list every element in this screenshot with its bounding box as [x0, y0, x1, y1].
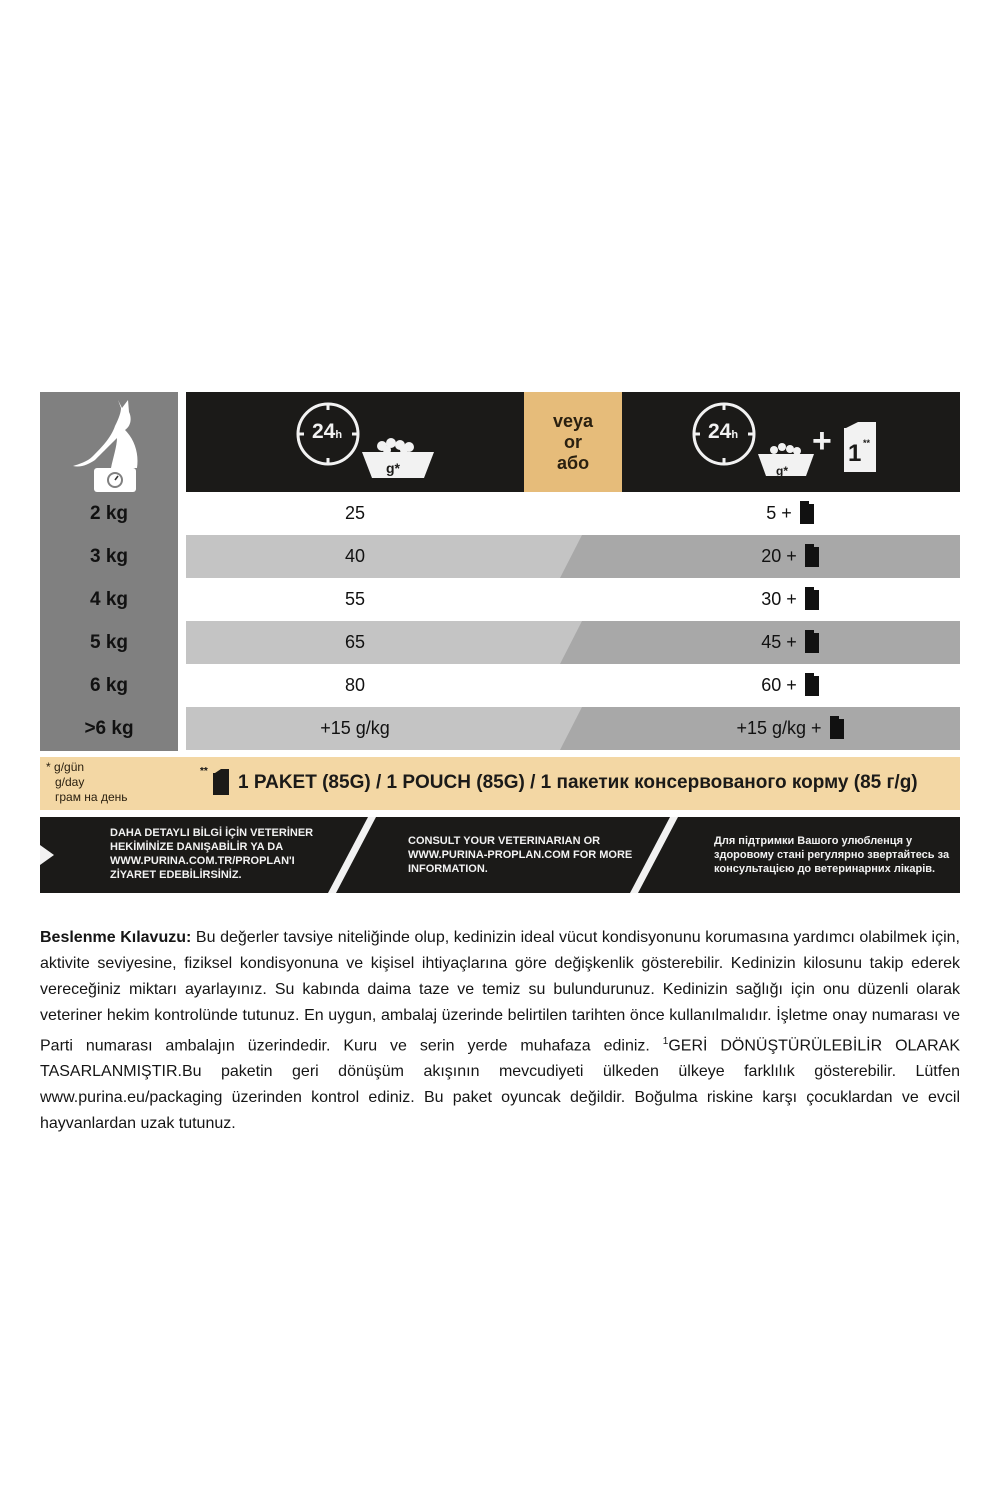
- mixed-amount-text: 45 +: [761, 632, 797, 652]
- mixed-amount: [640, 664, 940, 707]
- cat-on-scale-icon: [58, 394, 158, 494]
- mixed-amount: [640, 492, 940, 535]
- dry-amount: 65: [344, 632, 366, 652]
- pouch-icon: [212, 768, 230, 796]
- pouch-icon: [805, 676, 819, 696]
- mixed-amount: [640, 578, 940, 621]
- guide-recycle: GERİ DÖNÜŞTÜRÜLEBİLİR OLARAK TASARLANMIŞTIR.: [40, 1037, 960, 1081]
- pouch-count: 1: [848, 440, 862, 467]
- mixed-amount-text: 60 +: [761, 675, 797, 695]
- dry-amount: 55: [344, 589, 366, 609]
- weight-label: 4 kg: [89, 588, 129, 610]
- mixed-amount-text: 30 +: [761, 589, 797, 609]
- pouch-icon: [805, 633, 819, 653]
- contact-text-tr: DAHA DETAYLI BİLGİ İÇİN VETERİNER HEKİMİNİZE DANIŞABİLİR YA DA WWW.PURINA.COM.TR/PROPLAN'I ZİYARET EDEBİLİRSİNİZ.: [110, 827, 314, 881]
- pouch-icon: [805, 590, 819, 610]
- mixed-amount: [640, 535, 940, 578]
- guide-title: Beslenme Kılavuzu:: [40, 929, 192, 946]
- pouch-note-mark: **: [200, 766, 208, 777]
- contact-text-en: CONSULT YOUR VETERINARIAN OR WWW.PURINA-PROPLAN.COM FOR MORE INFORMATION.: [408, 835, 633, 875]
- pouch-icon: [800, 504, 814, 524]
- dry-amount: 40: [344, 546, 366, 566]
- dry-amount: 25: [344, 503, 366, 523]
- unit-en: g/day: [55, 775, 85, 789]
- unit-tr: g/gün: [54, 760, 85, 774]
- plus-sign: +: [812, 422, 832, 460]
- unit-uk: грам на день: [55, 790, 128, 804]
- or-word-uk: або: [556, 452, 590, 473]
- pouch-icon: [830, 719, 844, 739]
- mixed-amount: [640, 707, 940, 750]
- contact-text-uk: Для підтримки Вашого улюбленця у здоровому стані регулярно звертайтесь за консультацією до ветеринарних лікарів.: [714, 835, 950, 875]
- weight-label: 2 kg: [89, 502, 129, 524]
- weight-label: 5 kg: [89, 631, 129, 653]
- mixed-amount: [640, 621, 940, 664]
- header-dry-food: [186, 392, 524, 492]
- mixed-amount-text: 20 +: [761, 546, 797, 566]
- guide-body: Bu değerler tavsiye niteliğinde olup, kedinizin ideal vücut kondisyonunu korumasına yardımcı olabilmek için, aktivite seviyesine, fiziksel kondisyonuna ve kişisel ihtiyaçlarına göre değişkenlik gösterebilir. Kedinizin kilosunu takip ederek vereceğiniz miktarı ayarlayınız. Su kabında daima taze ve temiz su bulundurunuz. Kedinizin sağlığı için onu düzenli olarak veteriner hekim kontrolünde tutunuz. En uygun, ambalaj üzerinde belirtilen tarihten önce kullanılmalıdır. İşletme onay numarası ve Parti numarası ambalajın üzerindedir. Kuru ve serin yerde muhafaza ediniz.: [40, 929, 961, 1055]
- gram-label: g*: [776, 464, 788, 478]
- header-mixed-feeding: [622, 392, 960, 492]
- hours-label: 24h: [312, 420, 343, 443]
- dry-amount: +15 g/kg: [320, 718, 390, 738]
- weight-label: 6 kg: [89, 674, 129, 696]
- pouch-note-mark: **: [863, 438, 871, 448]
- food-bowl-icon: [358, 434, 438, 484]
- dry-amount: 80: [344, 675, 366, 695]
- gram-label: g*: [386, 460, 400, 476]
- mixed-amount-text: +15 g/kg +: [736, 718, 822, 738]
- pouch-description: 1 PAKET (85G) / 1 POUCH (85G) / 1 пакетик консервованого корму (85 г/g): [238, 772, 918, 793]
- or-badge: [524, 392, 622, 492]
- guide-tail: Bu paketin geri dönüşüm akışının mevcudiyeti ülkeden ülkeye farklılık gösterebilir. Lütfen www.purina.eu/packaging üzerinden kontrol ediniz. Bu paket oyuncak değildir. Boğulma riskine karşı çocuklardan ve evcil hayvanlardan uzak tutunuz.: [40, 1063, 960, 1133]
- weight-label: >6 kg: [84, 717, 134, 739]
- or-word-en: or: [564, 431, 582, 452]
- feeding-guide-text: Beslenme Kılavuzu: Bu değerler tavsiye niteliğinde olup, kedinizin ideal vücut kondisyonunu korumasına yardımcı olabilmek için, aktivite seviyesine, fiziksel kondisyonuna ve kişisel ihtiyaçlarına göre değişkenlik gösterebilir. Kedinizin kilosunu takip ederek vereceğiniz miktarı ayarlayınız. Su kabında daima taze ve temiz su bulundurunuz. Kedinizin sağlığı için onu düzenli olarak veteriner hekim kontrolünde tutunuz. En uygun, ambalaj üzerinde belirtilen tarihten önce kullanılmalıdır. İşletme onay numarası ve Parti numarası ambalajın üzerindedir. Kuru ve serin yerde muhafaza ediniz. $^1$GERİ DÖNÜŞTÜRÜLEBİLİR OLARAK TASARLANMIŞTIR.Bu paketin geri dönüşüm akışının mevcudiyeti ülkeden ülkeye farklılık gösterebilir. Lütfen www.purina.eu/packaging üzerinden kontrol ediniz. Bu paket oyuncak değildir. Boğulma riskine karşı çocuklardan ve evcil hayvanlardan uzak tutunuz.: [40, 929, 961, 1133]
- mixed-amount-text: 5 +: [766, 503, 792, 523]
- weight-label: 3 kg: [89, 545, 129, 567]
- pouch-icon: [805, 547, 819, 567]
- hours-label: 24h: [708, 420, 739, 443]
- or-word-tr: veya: [552, 410, 594, 431]
- units-note: * g/gün g/day грам на день: [46, 760, 128, 804]
